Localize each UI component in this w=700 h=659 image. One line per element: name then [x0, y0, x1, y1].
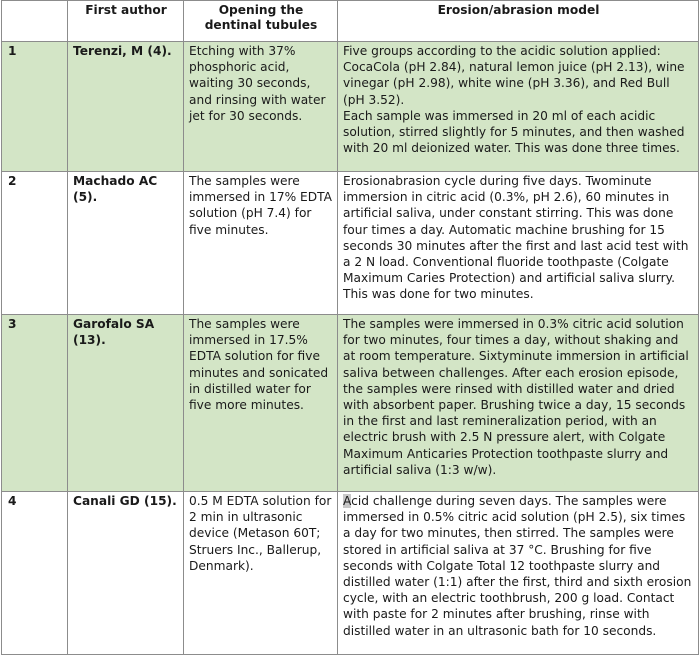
table-row: [2, 315, 699, 492]
row-number: 1: [2, 42, 68, 172]
model-paragraph: Each sample was immersed in 20 ml of each acidic solution, stirred slightly for 5 minutes, and then washed with 20 ml deionized water. This was done three times.: [343, 108, 685, 156]
row-model: Erosionabrasion cycle during five days. Twominute immersion in citric acid (0.3%, pH 2.6), 60 minutes in artificial saliva, under constant stirring. This was done four times a day. Automatic machine brushing for 15 seconds 30 minutes after the first and last acid test with a 2 N load. Conventional fluoride toothpaste (Colgate Maximum Caries Protection) and artificial saliva slurry. This was done for two minutes.: [338, 172, 699, 315]
table-header-row: [2, 1, 699, 42]
header-first-author: First author: [68, 1, 184, 42]
row-author: Canali GD (15).: [68, 492, 184, 655]
table-row: [2, 42, 699, 172]
row-opening: The samples were immersed in 17.5% EDTA solution for five minutes and sonicated in distilled water for five more minutes.: [184, 315, 338, 492]
model-paragraph: cid challenge during seven days. The samples were immersed in 0.5% citric acid solution (pH 2.5), six times a day for two minutes, then stirred. The samples were stored in artificial saliva at 37 °C. Brushing for five seconds with Colgate Total 12 toothpaste slurry and distilled water (1:1) after the first, third and sixth erosion cycle, with an electric toothbrush, 200 g load. Contact with paste for 2 minutes after brushing, rinse with distilled water in an ultrasonic bath for 10 seconds.: [343, 494, 692, 638]
header-number: [2, 1, 68, 42]
row-opening: Etching with 37% phosphoric acid, waiting 30 seconds, and rinsing with water jet for 30 seconds.: [184, 42, 338, 172]
studies-table: [1, 0, 699, 655]
model-paragraph: Five groups according to the acidic solution applied: CocaCola (pH 2.84), natural lemon juice (pH 2.13), wine vinegar (pH 2.98), white wine (pH 3.36), and Red Bull (pH 3.52).: [343, 44, 685, 107]
row-model: The samples were immersed in 0.3% citric acid solution for two minutes, four times a day, without shaking and at room temperature. Sixtyminute immersion in artificial saliva between challenges. After each erosion episode, the samples were rinsed with distilled water and dried with absorbent paper. Brushing twice a day, 15 seconds in the first and last remineralization period, with an electric brush with 2.5 N pressure alert, with Colgate Maximum Anticaries Protection toothpaste slurry and artificial saliva (1:3 w/w).: [338, 315, 699, 492]
row-author: Terenzi, M (4).: [68, 42, 184, 172]
row-model: [338, 42, 699, 172]
text-cursor-highlight: A: [343, 494, 352, 508]
row-opening: 0.5 M EDTA solution for 2 min in ultrasonic device (Metason 60T; Struers Inc., Ballerup, Denmark).: [184, 492, 338, 655]
header-erosion-model: Erosion/abrasion model: [338, 1, 699, 42]
header-opening-tubules: Opening the dentinal tubules: [184, 1, 338, 42]
row-author: Garofalo SA (13).: [68, 315, 184, 492]
row-author: Machado AC (5).: [68, 172, 184, 315]
table-row: [2, 172, 699, 315]
row-number: 2: [2, 172, 68, 315]
row-model[interactable]: [338, 492, 699, 655]
row-number: 3: [2, 315, 68, 492]
table-row: [2, 492, 699, 655]
row-opening: The samples were immersed in 17% EDTA solution (pH 7.4) for five minutes.: [184, 172, 338, 315]
row-number: 4: [2, 492, 68, 655]
